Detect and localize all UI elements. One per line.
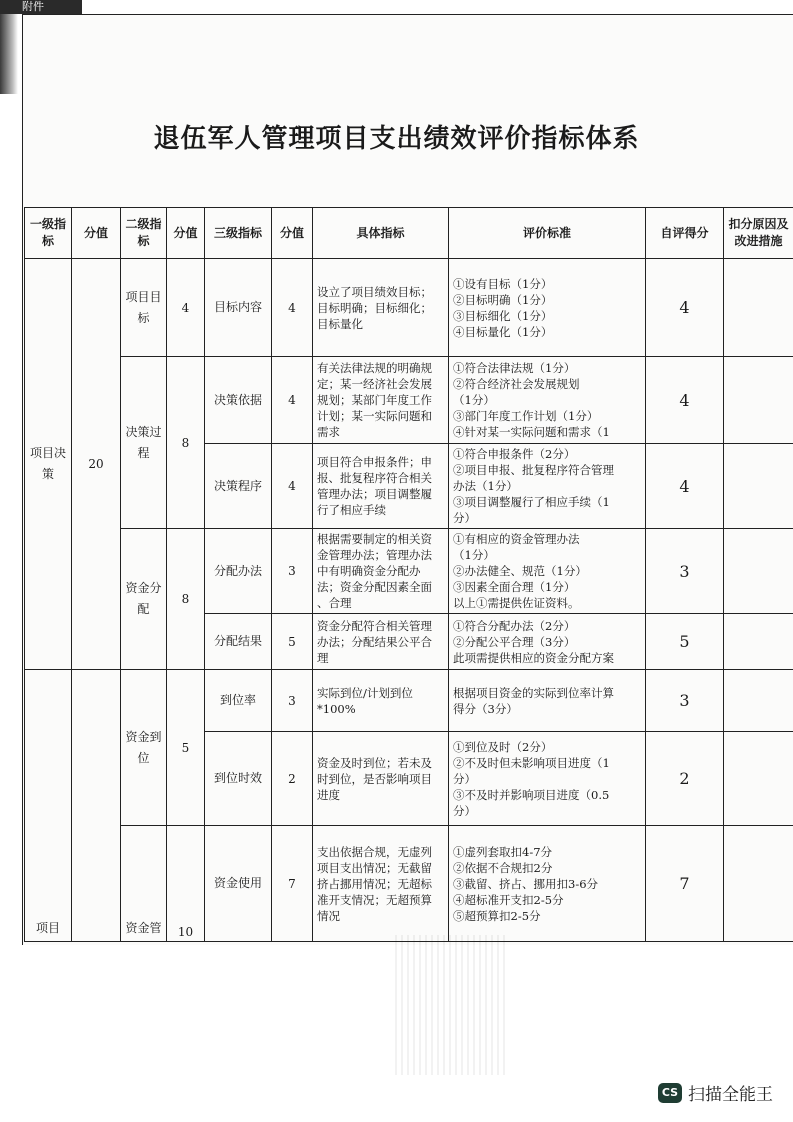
table-row bbox=[25, 259, 793, 357]
reason-cell bbox=[724, 444, 793, 529]
level3-allocation-method-score: 3 bbox=[272, 529, 313, 614]
self-score: 4 bbox=[646, 444, 724, 529]
table-row bbox=[25, 826, 793, 942]
reason-cell bbox=[724, 732, 793, 826]
level3-arrival-timeliness-score: 2 bbox=[272, 732, 313, 826]
level3-allocation-result: 分配结果 bbox=[205, 614, 272, 670]
scan-artifact bbox=[395, 935, 505, 1075]
detail-cell: 有关法律法规的明确规 定；某一经济社会发展 规划；某部门年度工作 计划；某一实际问题和 需求 bbox=[313, 357, 449, 444]
scanner-watermark bbox=[658, 1080, 773, 1105]
level2-process: 决策过程 bbox=[121, 357, 167, 529]
header-detail: 具体指标 bbox=[313, 208, 449, 259]
scan-edge-shadow bbox=[0, 14, 18, 94]
watermark-text: 扫描全能王 bbox=[688, 1085, 773, 1105]
level3-funds-usage: 资金使用 bbox=[205, 826, 272, 942]
detail-cell: 资金及时到位；若未及 时到位，是否影响项目 进度 bbox=[313, 732, 449, 826]
indicator-table bbox=[24, 207, 793, 942]
detail-cell: 项目符合申报条件；申 报、批复程序符合相关 管理办法；项目调整履 行了相应手续 bbox=[313, 444, 449, 529]
level3-arrival-rate: 到位率 bbox=[205, 670, 272, 732]
standard-cell: ①到位及时（2分） ②不及时但未影响项目进度（1 分） ③不及时并影响项目进度（0.5 分） bbox=[449, 732, 646, 826]
level2-funds-arrival-score: 5 bbox=[167, 670, 205, 826]
standard-cell: 根据项目资金的实际到位率计算 得分（3分） bbox=[449, 670, 646, 732]
reason-cell bbox=[724, 670, 793, 732]
self-score: 7 bbox=[646, 826, 724, 942]
level2-funds-arrival: 资金到位 bbox=[121, 670, 167, 826]
level2-funds-management-score: 10 bbox=[167, 826, 205, 942]
self-score: 3 bbox=[646, 670, 724, 732]
level3-basis: 决策依据 bbox=[205, 357, 272, 444]
level3-funds-usage-score: 7 bbox=[272, 826, 313, 942]
attachment-tab: 附件 bbox=[0, 0, 82, 14]
level2-process-score: 8 bbox=[167, 357, 205, 529]
level1-decision: 项目决策 bbox=[25, 259, 72, 670]
table-row bbox=[25, 529, 793, 614]
standard-cell: ①符合分配办法（2分） ②分配公平合理（3分） 此项需提供相应的资金分配方案 bbox=[449, 614, 646, 670]
level3-allocation-method: 分配办法 bbox=[205, 529, 272, 614]
level3-arrival-timeliness: 到位时效 bbox=[205, 732, 272, 826]
header-self-score: 自评得分 bbox=[646, 208, 724, 259]
document-title: 退伍军人管理项目支出绩效评价指标体系 bbox=[153, 124, 640, 154]
standard-cell: ①有相应的资金管理办法 （1分） ②办法健全、规范（1分） ③因素全面合理（1分） 以上①需提供佐证资料。 bbox=[449, 529, 646, 614]
level3-procedure: 决策程序 bbox=[205, 444, 272, 529]
standard-cell: ①符合申报条件（2分） ②项目申报、批复程序符合管理 办法（1分） ③项目调整履行了相应手续（1 分） bbox=[449, 444, 646, 529]
level3-arrival-rate-score: 3 bbox=[272, 670, 313, 732]
header-level3: 三级指标 bbox=[205, 208, 272, 259]
self-score: 4 bbox=[646, 357, 724, 444]
detail-cell: 支出依据合规，无虚列 项目支出情况；无截留 挤占挪用情况；无超标 准开支情况；无超预算 情况 bbox=[313, 826, 449, 942]
level3-goal-content: 目标内容 bbox=[205, 259, 272, 357]
detail-cell: 根据需要制定的相关资 金管理办法；管理办法 中有明确资金分配办 法；资金分配因素全面 、合理 bbox=[313, 529, 449, 614]
level3-goal-content-score: 4 bbox=[272, 259, 313, 357]
header-level1: 一级指标 bbox=[25, 208, 72, 259]
header-row bbox=[25, 208, 793, 259]
table-row bbox=[25, 357, 793, 444]
header-score3: 分值 bbox=[272, 208, 313, 259]
level3-basis-score: 4 bbox=[272, 357, 313, 444]
header-reason: 扣分原因及改进措施 bbox=[724, 208, 793, 259]
standard-cell: ①符合法律法规（1分） ②符合经济社会发展规划 （1分） ③部门年度工作计划（1分） ④针对某一实际问题和需求（1 bbox=[449, 357, 646, 444]
reason-cell bbox=[724, 826, 793, 942]
level2-goal-score: 4 bbox=[167, 259, 205, 357]
self-score: 3 bbox=[646, 529, 724, 614]
level3-allocation-result-score: 5 bbox=[272, 614, 313, 670]
header-score1: 分值 bbox=[72, 208, 121, 259]
header-standard: 评价标准 bbox=[449, 208, 646, 259]
reason-cell bbox=[724, 259, 793, 357]
detail-cell: 资金分配符合相关管理 办法；分配结果公平合 理 bbox=[313, 614, 449, 670]
table-row bbox=[25, 670, 793, 732]
level1-decision-score: 20 bbox=[72, 259, 121, 670]
self-score: 4 bbox=[646, 259, 724, 357]
standard-cell: ①虚列套取扣4-7分 ②依据不合规扣2分 ③截留、挤占、挪用扣3-6分 ④超标准开支扣2-5分 ⑤超预算扣2-5分 bbox=[449, 826, 646, 942]
level3-procedure-score: 4 bbox=[272, 444, 313, 529]
level2-goal: 项目目标 bbox=[121, 259, 167, 357]
reason-cell bbox=[724, 357, 793, 444]
detail-cell: 设立了项目绩效目标； 目标明确；目标细化； 目标量化 bbox=[313, 259, 449, 357]
level2-funds-management: 资金管 bbox=[121, 826, 167, 942]
level2-allocation-score: 8 bbox=[167, 529, 205, 670]
reason-cell bbox=[724, 614, 793, 670]
header-score2: 分值 bbox=[167, 208, 205, 259]
detail-cell: 实际到位/计划到位 *100% bbox=[313, 670, 449, 732]
self-score: 5 bbox=[646, 614, 724, 670]
standard-cell: ①设有目标（1分） ②目标明确（1分） ③目标细化（1分） ④目标量化（1分） bbox=[449, 259, 646, 357]
camscanner-logo-icon: CS bbox=[658, 1083, 682, 1103]
level1-process-score bbox=[72, 670, 121, 942]
level1-process: 项目 bbox=[25, 670, 72, 942]
self-score: 2 bbox=[646, 732, 724, 826]
header-level2: 二级指标 bbox=[121, 208, 167, 259]
level2-allocation: 资金分配 bbox=[121, 529, 167, 670]
reason-cell bbox=[724, 529, 793, 614]
